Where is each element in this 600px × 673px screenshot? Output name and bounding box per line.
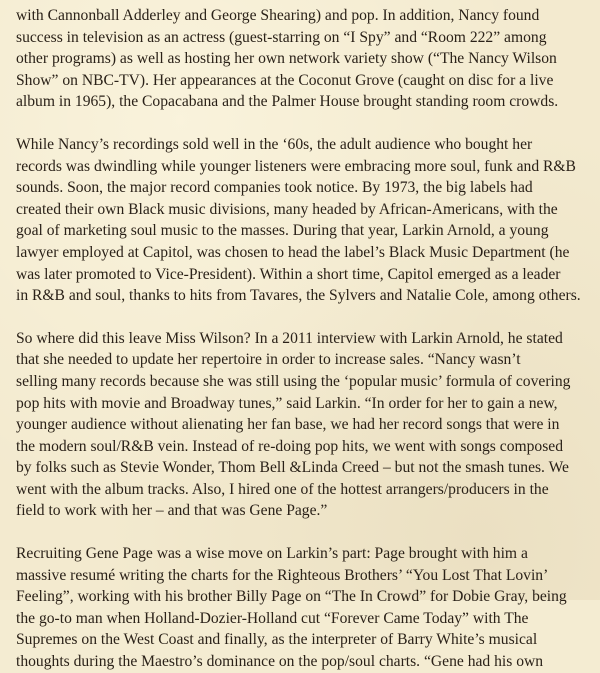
text-line: field to work with her – and that was Gene Page.”: [16, 502, 328, 520]
text-line: selling many records because she was still using the ‘popular music’ formula of covering: [16, 372, 571, 390]
text-line: by folks such as Stevie Wonder, Thom Bell &Linda Creed – but not the smash tunes. We: [16, 459, 569, 477]
text-line: sounds. Soon, the major record companies took notice. By 1973, the big labels had: [16, 179, 533, 197]
paragraph-gene-page: [16, 543, 584, 673]
paragraph-nancy-career: [16, 5, 584, 113]
text-line: Recruiting Gene Page was a wise move on Larkin’s part: Page brought with him a: [16, 545, 528, 563]
text-line: younger audience without alienating her fan base, we had her record songs that were in: [16, 416, 560, 434]
text-line: was later promoted to Vice-President). Within a short time, Capitol emerged as a leader: [16, 265, 561, 283]
text-line: While Nancy’s recordings sold well in the ‘60s, the adult audience who bought her: [16, 135, 533, 153]
text-line: in R&B and soul, thanks to hits from Tavares, the Sylvers and Natalie Cole, among others.: [16, 287, 581, 305]
paragraph-record-industry: [16, 134, 584, 307]
text-line: Feeling”, working with his brother Billy Page on “The In Crowd” for Dobie Gray, being: [16, 588, 567, 606]
text-line: that she needed to update her repertoire in order to increase sales. “Nancy wasn’t: [16, 351, 521, 369]
text-line: created their own Black music divisions, many headed by African-Americans, with the: [16, 200, 558, 218]
text-line: success in television as an actress (guest-starring on “I Spy” and “Room 222” among: [16, 28, 547, 46]
text-line: records was dwindling while younger listeners were embracing more soul, funk and R&B: [16, 157, 576, 175]
paragraph-larkin-interview: [16, 328, 584, 522]
text-line: album in 1965), the Copacabana and the Palmer House brought standing room crowds.: [16, 93, 559, 111]
text-line: So where did this leave Miss Wilson? In a 2011 interview with Larkin Arnold, he stated: [16, 329, 563, 347]
text-line: with Cannonball Adderley and George Shearing) and pop. In addition, Nancy found: [16, 7, 540, 24]
text-line: the go-to man when Holland-Dozier-Holland cut “Forever Came Today” with The: [16, 609, 529, 627]
text-line: Supremes on the West Coast and finally, as the interpreter of Barry White’s musical: [16, 631, 538, 649]
text-line: massive resumé writing the charts for the Righteous Brothers’ “You Lost That Lovin’: [16, 566, 549, 584]
text-line: goal of marketing soul music to the masses. During that year, Larkin Arnold, a young: [16, 222, 549, 240]
text-line: pop hits with movie and Broadway tunes,” said Larkin. “In order for her to gain a new,: [16, 394, 558, 412]
text-line: lawyer employed at Capitol, was chosen to head the label’s Black Music Department (he: [16, 243, 570, 261]
text-line: the modern soul/R&B vein. Instead of re-doing pop hits, we went with songs composed: [16, 437, 564, 455]
text-line: thoughts during the Maestro’s dominance on the pop/soul charts. “Gene had his own: [16, 653, 544, 671]
text-line: went with the album tracks. Also, I hired one of the hottest arrangers/producers in the: [16, 480, 549, 498]
text-line: Show” on NBC-TV). Her appearances at the Coconut Grove (caught on disc for a live: [16, 71, 554, 89]
text-line: other programs) as well as hosting her own network variety show (“The Nancy Wilson: [16, 50, 557, 68]
